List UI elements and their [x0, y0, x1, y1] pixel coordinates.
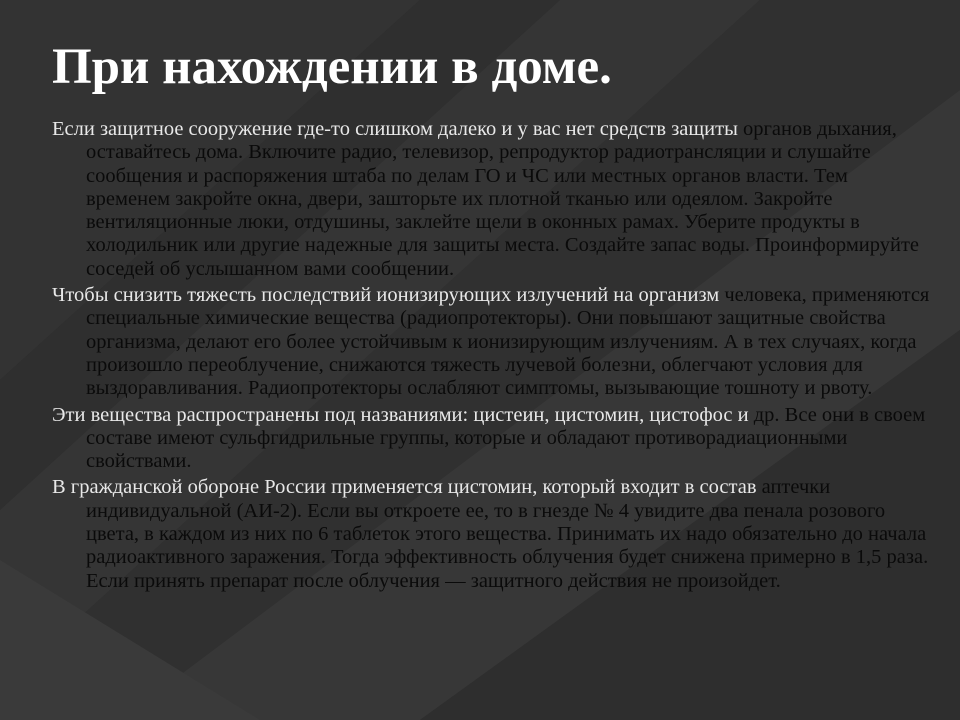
paragraph-first-line: В гражданской обороне России применяется цистомин, который входит в состав	[52, 476, 757, 499]
paragraph-substances	[52, 404, 932, 474]
paragraph-radioprotectors	[52, 284, 932, 400]
slide-title: При нахождении в доме.	[52, 39, 612, 95]
paragraph-shelter	[52, 118, 932, 281]
body-text	[52, 118, 932, 596]
paragraph-first-line: Чтобы снизить тяжесть последствий ионизирующих излучений на организм	[52, 284, 720, 307]
paragraph-cystamine	[52, 476, 932, 592]
paragraph-rest: органов дыхания, оставайтесь дома. Включите радио, телевизор, репродуктор радиотрансляции и слушайте сообщения и распоряжения штаба по делам ГО и ЧС или местных органов власти. Тем временем закройте окна, двери, зашторьте их плотной тканью или одеялом. Закройте вентиляционные люки, отдушины, заклейте щели в оконных рамах. Уберите продукты в холодильник или другие надежные для защиты места. Создайте запас воды. Проинформируйте соседей об услышанном вами сообщении.	[86, 118, 920, 280]
paragraph-first-line: Эти вещества распространены под названиями: цистеин, цистомин, цистофос и	[52, 403, 749, 426]
paragraph-rest: др. Все они в своем составе имеют сульфгидрильные группы, которые и обладают противорадиационными свойствами.	[86, 403, 926, 473]
paragraph-rest: аптечки индивидуальной (АИ-2). Если вы откроете ее, то в гнезде № 4 увидите два пенала розового цвета, в каждом из них по 6 таблеток этого вещества. Принимать их надо обязательно до начала радиоактивного заражения. Тогда эффективность облучения будет снижена примерно в 1,5 раза. Если принять препарат после облучения — защитного действия не произойдет.	[86, 476, 929, 592]
paragraph-first-line: Если защитное сооружение где-то слишком далеко и у вас нет средств защиты	[52, 118, 738, 140]
paragraph-rest: человека, применяются специальные химические вещества (радиопротекторы). Они повышают защитные свойства организма, делают его более устойчивым к ионизирующим излучениям. А в тех случаях, когда произошло переоблучение, снижаются тяжесть лучевой болезни, облегчают условия для выздоравливания. Радиопротекторы ослабляют симптомы, вызывающие тошноту и рвоту.	[86, 284, 930, 400]
